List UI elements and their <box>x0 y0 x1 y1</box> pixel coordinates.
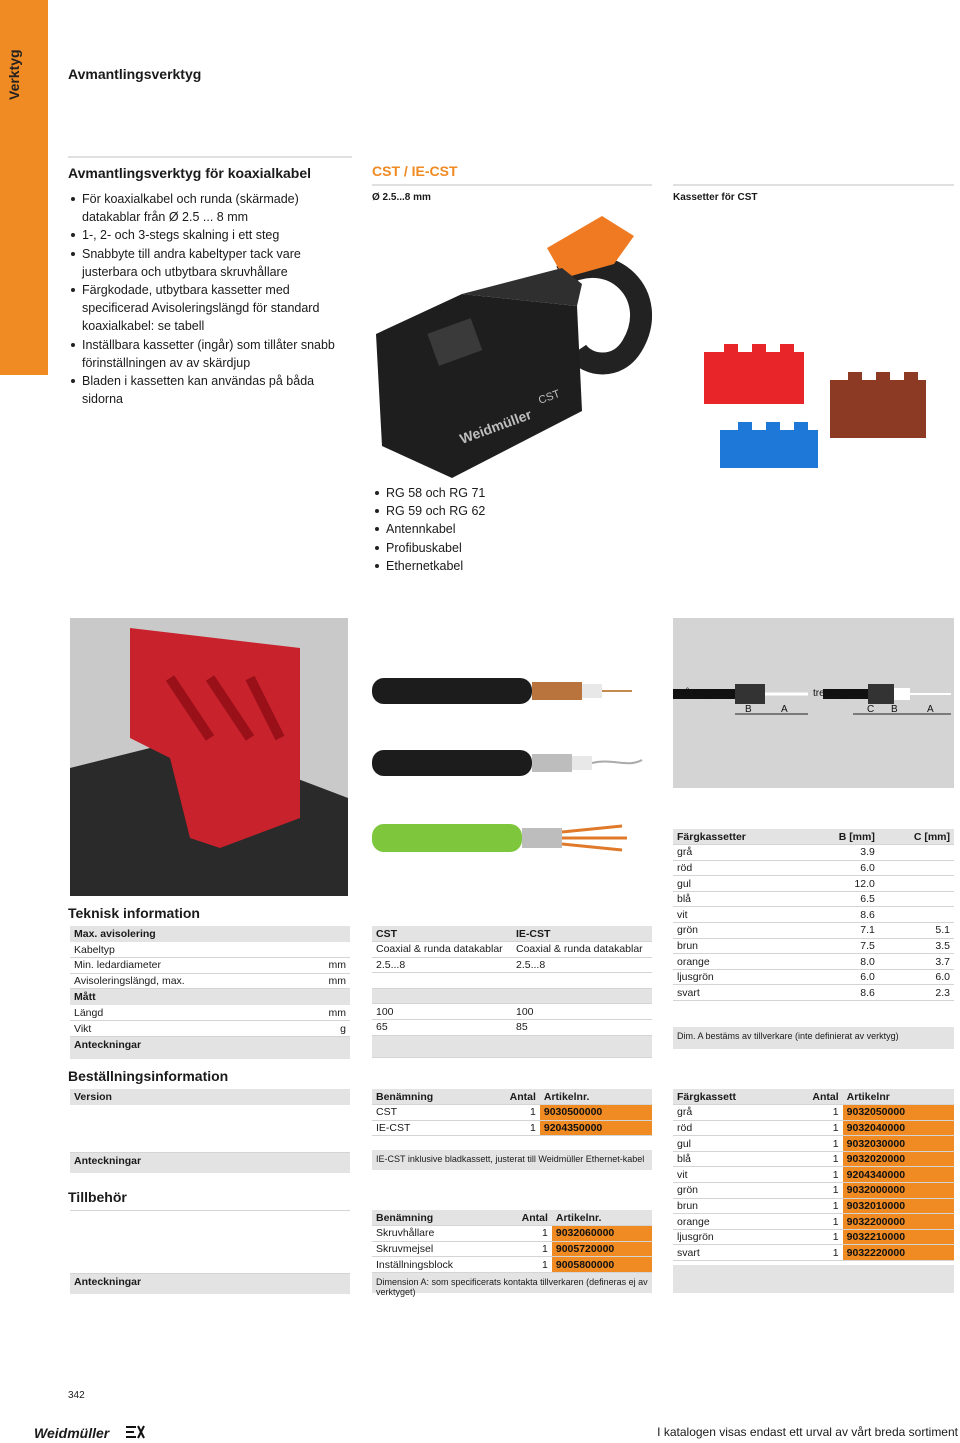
cell: 1 <box>500 1241 552 1257</box>
cell: 8.6 <box>804 985 879 1001</box>
cell: ljusgrön <box>673 969 804 985</box>
tech-value: Coaxial & runda datakablar <box>512 942 652 958</box>
list-item: Snabbyte till andra kabeltyper tack vare justerbara och utbytbara skruvhållare <box>68 245 352 281</box>
cell: 1 <box>785 1151 842 1167</box>
order-table <box>372 1089 652 1170</box>
dim-label: A <box>927 704 934 715</box>
article-number: 9005800000 <box>552 1257 652 1273</box>
cell: 6.0 <box>804 969 879 985</box>
article-number: 9032010000 <box>843 1198 954 1214</box>
cell: 1 <box>482 1120 540 1136</box>
tech-value: 2.5...8 <box>512 957 652 973</box>
table-row <box>372 1004 652 1020</box>
table-row <box>372 988 652 1004</box>
cassette-closeup-photo <box>70 618 348 896</box>
table-row <box>70 958 350 974</box>
cell: 3.9 <box>804 845 879 861</box>
cell: 6.0 <box>804 860 879 876</box>
intro-bullets <box>68 190 352 408</box>
cell: 6.0 <box>879 969 954 985</box>
blue-cassette <box>720 422 818 468</box>
cell: svart <box>673 1245 785 1261</box>
tool-brand-text: Weidmüller <box>457 406 534 447</box>
product-bullets <box>372 484 652 575</box>
cell: 1 <box>785 1120 842 1136</box>
tech-labels <box>70 926 350 1059</box>
cell: 1 <box>785 1105 842 1121</box>
table-row <box>372 1257 652 1273</box>
list-item: Färgkodade, utbytbara kassetter med specificerad Avisoleringslängd för standard koaxialkabel: se tabell <box>68 281 352 336</box>
table-row <box>673 1105 954 1121</box>
cell: brun <box>673 938 804 954</box>
cell: gul <box>673 876 804 892</box>
accessories-notes-header: Anteckningar <box>70 1274 350 1294</box>
list-item: Bladen i kassetten kan användas på båda sidorna <box>68 372 352 408</box>
col-header: C [mm] <box>879 829 954 845</box>
cell: 3.7 <box>879 954 954 970</box>
stripping-tool-image <box>372 206 652 482</box>
cell: grön <box>673 1183 785 1199</box>
col-header: Artikelnr <box>843 1089 954 1105</box>
col-header: B [mm] <box>804 829 879 845</box>
article-number: 9030500000 <box>540 1105 652 1121</box>
tech-table-1 <box>70 942 350 989</box>
article-number: 9032060000 <box>552 1226 652 1242</box>
cell <box>879 876 954 892</box>
cell: blå <box>673 891 804 907</box>
tech-section-header: Max. avisolering <box>70 926 350 942</box>
tech-values <box>372 926 652 1058</box>
tech-notes-header: Anteckningar <box>70 1037 350 1059</box>
cell: 1 <box>500 1226 552 1242</box>
cell: 1 <box>785 1167 842 1183</box>
cell <box>879 907 954 923</box>
table-row <box>70 973 350 989</box>
list-item: 1-, 2- och 3-stegs skalning i ett steg <box>68 226 352 244</box>
version-header: Version <box>70 1089 350 1105</box>
color-table <box>673 829 954 1049</box>
cell: Inställningsblock <box>372 1257 500 1273</box>
table-row <box>673 1089 954 1105</box>
tool-body <box>376 294 582 478</box>
cell: blå <box>673 1151 785 1167</box>
table-row <box>372 942 652 958</box>
table-row <box>673 1151 954 1167</box>
cell: 7.1 <box>804 923 879 939</box>
cell: orange <box>673 954 804 970</box>
cell: gul <box>673 1136 785 1152</box>
list-item: Ethernetkabel <box>372 557 652 575</box>
list-item: Inställbara kassetter (ingår) som tillåter snabb förinställningen av av skärdjup <box>68 336 352 372</box>
brown-cassette <box>830 372 926 438</box>
product-range: Ø 2.5...8 mm <box>372 192 431 203</box>
col-iecst: IE-CST <box>512 926 652 942</box>
table-row <box>673 969 954 985</box>
table-row <box>372 926 652 942</box>
cell <box>879 891 954 907</box>
cell: vit <box>673 1167 785 1183</box>
footer-tagline: I katalogen visas endast ett urval av vårt breda sortiment <box>657 1425 958 1439</box>
cell: 6.5 <box>804 891 879 907</box>
table-row <box>673 1214 954 1230</box>
table-row <box>673 1183 954 1199</box>
tech-value: Coaxial & runda datakablar <box>372 942 512 958</box>
cell: 1 <box>785 1245 842 1261</box>
cell: Skruvhållare <box>372 1226 500 1242</box>
tech-unit <box>300 942 350 958</box>
cassettes-title: Kassetter för CST <box>673 192 758 203</box>
red-cassette <box>704 344 804 404</box>
table-row <box>372 1226 652 1242</box>
tech-value <box>372 973 512 989</box>
accessories-title: Tillbehör <box>68 1189 127 1205</box>
table-row <box>70 1021 350 1037</box>
list-item: För koaxialkabel och runda (skärmade) datakablar från Ø 2.5 ... 8 mm <box>68 190 352 226</box>
divider <box>68 156 352 158</box>
product-title: CST / IE-CST <box>372 163 458 179</box>
side-tab-label: Verktyg <box>6 49 22 100</box>
tech-unit: mm <box>236 1005 350 1021</box>
cable-samples-photo <box>372 618 652 896</box>
table-row <box>372 973 652 989</box>
col-cst: CST <box>372 926 512 942</box>
dim-label: A <box>781 704 788 715</box>
article-number: 9032020000 <box>843 1151 954 1167</box>
table-row <box>673 1198 954 1214</box>
article-number: 9032050000 <box>843 1105 954 1121</box>
table-row <box>673 845 954 861</box>
cell <box>879 860 954 876</box>
list-item: RG 59 och RG 62 <box>372 502 652 520</box>
tech-value: 100 <box>512 1004 652 1020</box>
col-header: Antal <box>500 1210 552 1226</box>
table-row <box>673 891 954 907</box>
tech-value: 65 <box>372 1020 512 1036</box>
tech-label: Längd <box>70 1005 236 1021</box>
cell: grön <box>673 923 804 939</box>
table-row <box>673 923 954 939</box>
tech-value: 2.5...8 <box>372 957 512 973</box>
table-row <box>673 829 954 845</box>
table-row <box>372 1020 652 1036</box>
list-item: RG 58 och RG 71 <box>372 484 652 502</box>
divider <box>372 184 652 186</box>
article-number: 9204340000 <box>843 1167 954 1183</box>
order-notes-header: Anteckningar <box>70 1153 350 1173</box>
table-row <box>372 1035 652 1057</box>
cell: svart <box>673 985 804 1001</box>
table-row <box>70 942 350 958</box>
col-header: Artikelnr. <box>540 1089 652 1105</box>
cell: 1 <box>482 1105 540 1121</box>
cell: 5.1 <box>879 923 954 939</box>
intro-title: Avmantlingsverktyg för koaxialkabel <box>68 165 312 181</box>
table-row <box>673 1120 954 1136</box>
order-note: IE-CST inklusive bladkassett, justerat till Weidmüller Ethernet-kabel <box>372 1150 652 1170</box>
tech-title: Teknisk information <box>68 905 200 921</box>
table-row <box>673 1136 954 1152</box>
col-header: Artikelnr. <box>552 1210 652 1226</box>
table-row <box>673 860 954 876</box>
cell: 1 <box>785 1214 842 1230</box>
col-header: Färgkassetter <box>673 829 804 845</box>
tech-values-table <box>372 926 652 1058</box>
brand-logo: Weidmüller <box>34 1425 110 1441</box>
tech-unit: mm <box>300 958 350 974</box>
table-row <box>673 1167 954 1183</box>
table-row <box>673 954 954 970</box>
cell: 8.0 <box>804 954 879 970</box>
cell: 2.3 <box>879 985 954 1001</box>
cell: 1 <box>785 1183 842 1199</box>
cell: 12.0 <box>804 876 879 892</box>
dim-label: B <box>891 704 898 715</box>
tech-value: 85 <box>512 1020 652 1036</box>
brand-logo-icon <box>124 1424 146 1440</box>
article-number: 9204350000 <box>540 1120 652 1136</box>
article-number: 9032040000 <box>843 1120 954 1136</box>
article-number: 9032030000 <box>843 1136 954 1152</box>
cell: röd <box>673 1120 785 1136</box>
col-header: Benämning <box>372 1210 500 1226</box>
cell: Skruvmejsel <box>372 1241 500 1257</box>
table-row <box>673 938 954 954</box>
tech-section-header: Mått <box>70 989 350 1005</box>
tech-label: Avisoleringslängd, max. <box>70 973 300 989</box>
col-header: Benämning <box>372 1089 482 1105</box>
tool-model-text: CST <box>536 388 562 407</box>
article-number: 9032200000 <box>843 1214 954 1230</box>
cell: grå <box>673 845 804 861</box>
tech-label: Kabeltyp <box>70 942 300 958</box>
order-version-block <box>70 1089 350 1153</box>
tech-label: Min. ledardiameter <box>70 958 300 974</box>
accessories-note: Dimension A: som specificerats kontakta tillverkaren (defineras ej av verktyget) <box>372 1273 652 1293</box>
tech-value: 100 <box>372 1004 512 1020</box>
cell: 1 <box>785 1229 842 1245</box>
cell: grå <box>673 1105 785 1121</box>
stripping-diagram <box>673 618 954 788</box>
cassettes-image <box>690 330 940 480</box>
table-row <box>673 1229 954 1245</box>
divider <box>673 184 954 186</box>
tech-label: Vikt <box>70 1021 236 1037</box>
page-title: Avmantlingsverktyg <box>68 66 202 82</box>
tech-table-2 <box>70 1005 350 1037</box>
article-number: 9005720000 <box>552 1241 652 1257</box>
cassette-order-table <box>673 1089 954 1293</box>
tech-unit: mm <box>300 973 350 989</box>
cassette-order-footer <box>673 1265 954 1293</box>
cell: 1 <box>785 1198 842 1214</box>
cell: 3.5 <box>879 938 954 954</box>
cell: 7.5 <box>804 938 879 954</box>
accessories-table <box>372 1210 652 1297</box>
table-row <box>673 876 954 892</box>
cell: 1 <box>500 1257 552 1273</box>
article-number: 9032000000 <box>843 1183 954 1199</box>
two-step-label: två steg <box>677 688 713 699</box>
cell: 1 <box>785 1136 842 1152</box>
color-table-note: Dim. A bestäms av tillverkare (inte definierat av verktyg) <box>673 1027 954 1049</box>
cell: röd <box>673 860 804 876</box>
table-row <box>673 907 954 923</box>
table-row <box>372 1089 652 1105</box>
page-number: 342 <box>68 1390 85 1401</box>
table-row <box>372 1241 652 1257</box>
side-tab <box>0 0 48 375</box>
tech-unit: g <box>236 1021 350 1037</box>
cell <box>879 845 954 861</box>
accessories-block <box>70 1210 350 1274</box>
table-row <box>673 985 954 1001</box>
table-row <box>372 1105 652 1121</box>
article-number: 9032210000 <box>843 1229 954 1245</box>
cell: CST <box>372 1105 482 1121</box>
cell: ljusgrön <box>673 1229 785 1245</box>
col-header: Färgkassett <box>673 1089 785 1105</box>
col-header: Antal <box>482 1089 540 1105</box>
dim-label: B <box>745 704 752 715</box>
tech-value <box>512 973 652 989</box>
table-row <box>673 1245 954 1261</box>
table-row <box>372 1210 652 1226</box>
cell: vit <box>673 907 804 923</box>
table-row <box>372 1120 652 1136</box>
table-row <box>372 957 652 973</box>
dim-label: C <box>867 704 875 715</box>
cell: orange <box>673 1214 785 1230</box>
article-number: 9032220000 <box>843 1245 954 1261</box>
cell: IE-CST <box>372 1120 482 1136</box>
col-header: Antal <box>785 1089 842 1105</box>
cell: brun <box>673 1198 785 1214</box>
list-item: Profibuskabel <box>372 539 652 557</box>
cell: 8.6 <box>804 907 879 923</box>
list-item: Antennkabel <box>372 520 652 538</box>
three-step-label: tre steg <box>813 688 847 699</box>
order-title: Beställningsinformation <box>68 1068 229 1084</box>
table-row <box>70 1005 350 1021</box>
